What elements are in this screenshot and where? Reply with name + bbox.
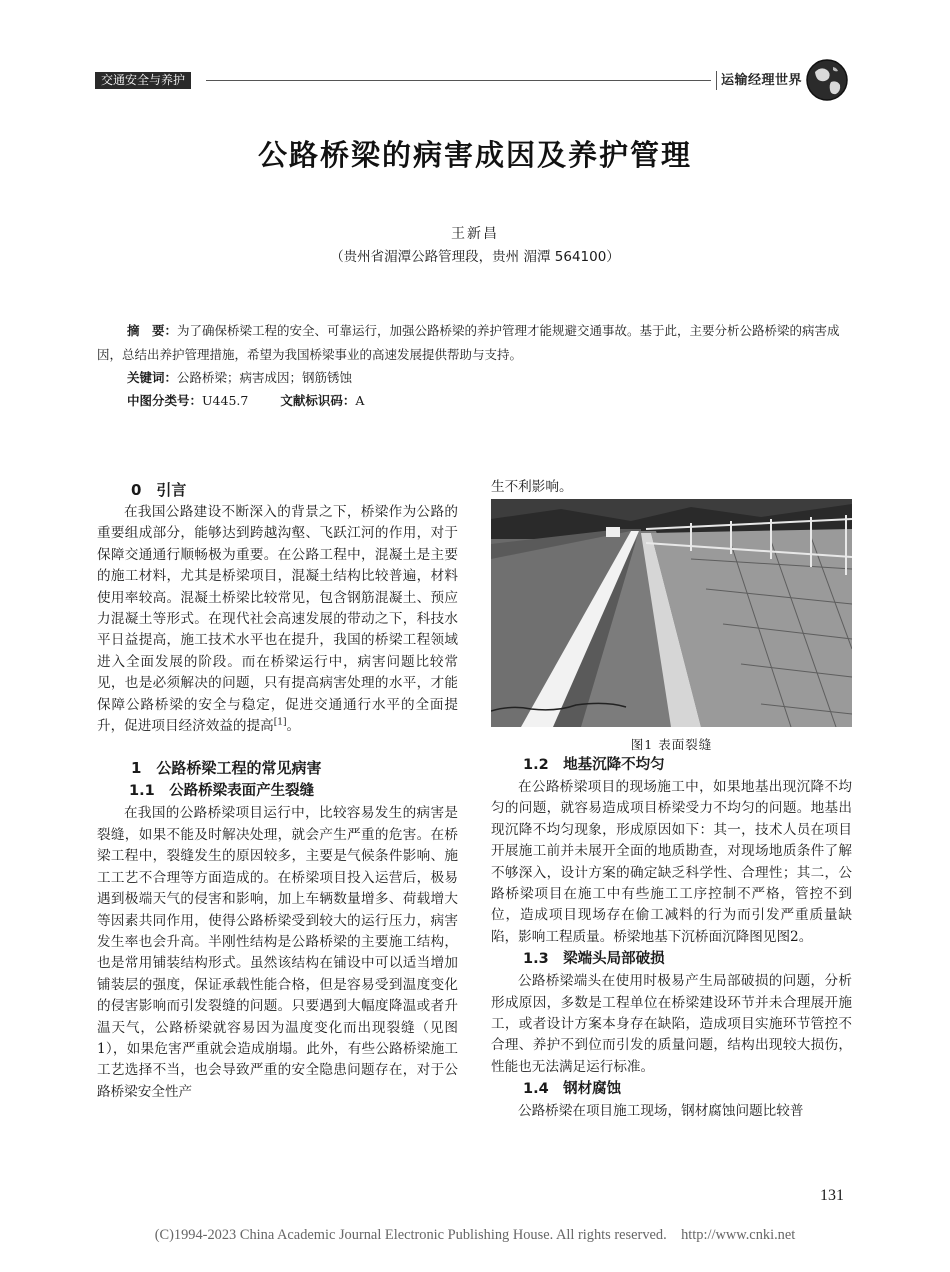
carry-over-text: 生不利影响。: [491, 479, 573, 495]
section-1-3-heading: 1.3 梁端头局部破损: [523, 951, 665, 968]
section-tag: 交通安全与养护: [95, 72, 191, 89]
section-1-1-paragraph: 在我国的公路桥梁项目运行中，比较容易发生的病害是裂缝，如果不能及时解决处理，就会产生严重的危害。在桥梁工程中，裂缝发生的原因较多，主要是气候条件影响、施工工艺不合理等方面造成的。在桥梁项目投入运营后，极易遇到极端天气的侵害和影响，加上车辆数量增多、荷载增大等因素共同作用，使得公路桥梁受到较大的运行压力，病害发生率也会升高。半刚性结构是公路桥梁的主要施工结构，也是常用铺装结构形式。虽然该结构在铺设中可以适当增加铺装层的强度，保证承载性能合格，但是容易受到温度变化的侵害影响而引发裂缝的问题。只要遇到大幅度降温或者升温天气，公路桥梁就容易因为温度变化而出现裂缝（见图1），如果危害严重就会造成崩塌。此外，有些公路桥梁施工工艺选择不当，也会导致严重的安全隐患问题存在，对于公路桥梁安全性产: [97, 805, 458, 1100]
section-1-heading: 1 公路桥梁工程的常见病害: [131, 759, 322, 778]
left-column: [97, 478, 458, 1103]
doc-code-value: A: [355, 393, 365, 408]
section-1-1-heading: 1.1 公路桥梁表面产生裂缝: [129, 783, 315, 800]
header-rule: [206, 80, 711, 81]
citation-ref: [1]: [273, 717, 287, 728]
figure-1-photo: [491, 499, 852, 727]
right-column-top: [491, 477, 852, 498]
classification: [127, 391, 364, 411]
author-name: 王新昌: [451, 226, 499, 242]
right-column: [491, 754, 852, 1123]
section-1-3-paragraph: 公路桥梁端头在使用时极易产生局部破损的问题，分析形成原因，多数是工程单位在桥梁建设环节并未合理展开施工，或者设计方案本身存在缺陷，造成项目实施环节管控不合理、养护不到位而引发的质量问题，结构出现较大损伤，性能也无法满足运行标准。: [491, 973, 852, 1075]
section-1-4-paragraph: 公路桥梁在项目施工现场，钢材腐蚀问题比较普: [518, 1103, 804, 1120]
keywords-text: 公路桥梁；病害成因；钢筋锈蚀: [177, 370, 353, 385]
journal-name: 运输经理世界: [716, 71, 802, 90]
section-1-4-heading: 1.4 钢材腐蚀: [523, 1081, 622, 1098]
section-1-2-paragraph: 在公路桥梁项目的现场施工中，如果地基出现沉降不均匀的问题，就容易造成项目桥梁受力不均匀的问题。地基出现沉降不均匀现象，形成原因如下：其一，技术人员在项目开展施工前并未展开全面的地质勘查，对现场地质条件了解不够深入，设计方案的确定缺乏科学性、合理性；其二，公路桥梁项目在施工中有些施工工序控制不严格，管控不到位，造成项目现场存在偷工减料的行为而引发严重质量缺陷，影响工程质量。桥梁地基下沉桥面沉降图见图2。: [491, 779, 852, 945]
keywords: [127, 368, 352, 388]
section-0-heading: 0 引言: [131, 481, 187, 499]
abstract-text: 为了确保桥梁工程的安全、可靠运行，加强公路桥梁的养护管理才能规避交通事故。基于此，主要分析公路桥梁的病害成因，总结出养护管理措施，希望为我国桥梁事业的高速发展提供帮助与支持。: [97, 323, 840, 362]
copyright-notice: (C)1994-2023 China Academic Journal Electronic Publishing House. All rights reserved. http://www.cnki.net: [154, 1227, 796, 1243]
doc-code-label: 文献标识码：: [280, 393, 356, 408]
abstract: [97, 319, 855, 367]
figure-1-caption: 图1 表面裂缝: [630, 737, 713, 752]
article-title: 公路桥梁的病害成因及养护管理: [257, 138, 692, 172]
author-affiliation: （贵州省湄潭公路管理段，贵州 湄潭 564100）: [330, 249, 620, 265]
section-1-2-heading: 1.2 地基沉降不均匀: [523, 757, 665, 773]
clc-value: U445.7: [202, 393, 249, 408]
section-0-paragraph: 在我国公路建设不断深入的背景之下，桥梁作为公路的重要组成部分，能够达到跨越沟壑、飞跃江河的作用，对于保障交通通行顺畅极为重要。在公路工程中，混凝土是主要的施工材料，尤其是桥梁项目，混凝土结构比较普遍，材料使用率较高。混凝土桥梁比较常见，包含钢筋混凝土、预应力混凝土等形式。在现代社会高速发展的带动之下，科技水平日益提高，施工技术水平也在提升，我国的桥梁工程领域进入全面发展的阶段。而在桥梁运行中，病害问题比较常见，也是必须解决的问题，只有提高病害处理的水平，才能保障公路桥梁的安全与稳定，促进交通通行水平的全面提升，促进项目经济效益的提高[1]。: [97, 504, 458, 735]
keywords-label: 关键词：: [127, 370, 178, 385]
page-number: 131: [820, 1187, 844, 1204]
abstract-label: 摘 要：: [127, 323, 178, 338]
globe-logo-icon: [805, 58, 849, 102]
clc-label: 中图分类号：: [127, 393, 203, 408]
